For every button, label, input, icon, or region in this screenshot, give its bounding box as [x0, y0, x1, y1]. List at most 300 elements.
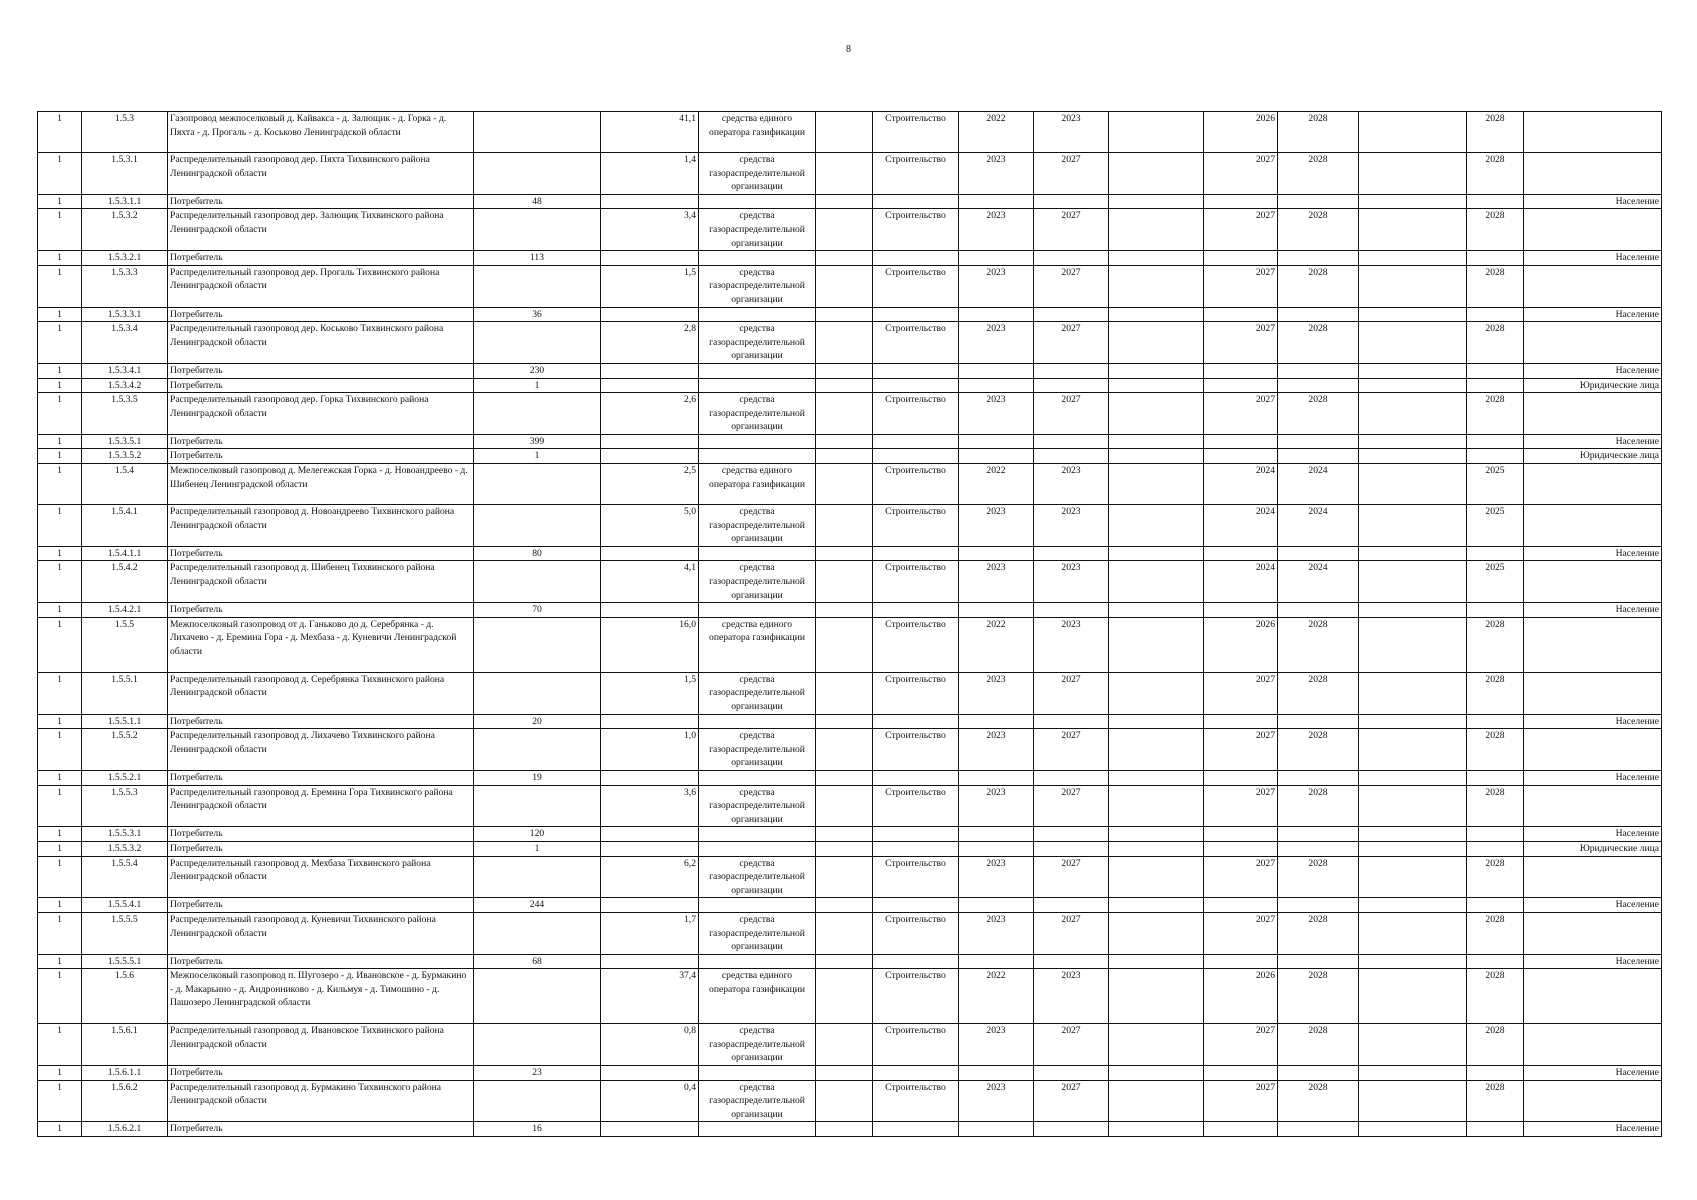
work-type-cell [873, 434, 959, 449]
empty-cell [1109, 363, 1204, 378]
row-index-cell: 1 [38, 1066, 82, 1081]
row-index-cell: 1 [38, 378, 82, 393]
funding-source-cell: средства газораспределительной организации [699, 1080, 816, 1122]
consumer-count-cell: 1 [474, 841, 601, 856]
name-cell: Распределительный газопровод д. Новоандреево Тихвинского района Ленинградской области [168, 505, 474, 547]
start-year-cell [959, 307, 1034, 322]
design-end-year-cell: 2023 [1034, 505, 1109, 547]
empty-cell [816, 112, 873, 153]
category-cell [1524, 561, 1662, 603]
consumer-count-cell: 120 [474, 827, 601, 842]
funding-source-cell [699, 251, 816, 266]
connection-year-cell: 2025 [1467, 561, 1524, 603]
code-cell: 1.5.5.3.2 [82, 841, 168, 856]
design-end-year-cell: 2027 [1034, 729, 1109, 771]
code-cell: 1.5.5 [82, 617, 168, 672]
construction-end-year-cell [1204, 378, 1278, 393]
category-cell [1524, 265, 1662, 307]
work-type-cell [873, 714, 959, 729]
empty-cell [816, 434, 873, 449]
project-row [38, 1024, 1662, 1066]
empty-cell [816, 209, 873, 251]
length-cell [601, 1066, 699, 1081]
category-cell: Население [1524, 898, 1662, 913]
row-index-cell: 1 [38, 1122, 82, 1137]
connection-year-cell: 2028 [1467, 153, 1524, 195]
construction-end-year-cell: 2027 [1204, 856, 1278, 898]
construction-end-year-cell [1204, 841, 1278, 856]
commissioning-year-cell [1278, 194, 1359, 209]
funding-source-cell [699, 449, 816, 464]
work-type-cell: Строительство [873, 617, 959, 672]
category-cell [1524, 505, 1662, 547]
commissioning-year-cell [1278, 546, 1359, 561]
name-cell: Распределительный газопровод дер. Залющик Тихвинского района Ленинградской области [168, 209, 474, 251]
start-year-cell [959, 898, 1034, 913]
connection-year-cell: 2028 [1467, 265, 1524, 307]
construction-end-year-cell: 2024 [1204, 464, 1278, 505]
connection-year-cell [1467, 603, 1524, 618]
design-end-year-cell [1034, 1066, 1109, 1081]
empty-cell [1109, 434, 1204, 449]
length-cell: 0,4 [601, 1080, 699, 1122]
start-year-cell: 2023 [959, 505, 1034, 547]
commissioning-year-cell [1278, 1122, 1359, 1137]
empty-cell [1109, 561, 1204, 603]
empty-cell [1359, 954, 1467, 969]
empty-cell [816, 1080, 873, 1122]
work-type-cell [873, 363, 959, 378]
empty-cell [1359, 434, 1467, 449]
gas-pipeline-table [37, 111, 1662, 1137]
empty-cell [1109, 449, 1204, 464]
work-type-cell [873, 546, 959, 561]
code-cell: 1.5.3.5 [82, 393, 168, 435]
consumer-row [38, 841, 1662, 856]
start-year-cell: 2023 [959, 393, 1034, 435]
project-row [38, 672, 1662, 714]
row-index-cell: 1 [38, 714, 82, 729]
commissioning-year-cell: 2024 [1278, 561, 1359, 603]
category-cell: Население [1524, 603, 1662, 618]
empty-cell [1359, 561, 1467, 603]
length-cell: 3,4 [601, 209, 699, 251]
empty-cell [816, 505, 873, 547]
empty-cell [1109, 153, 1204, 195]
empty-cell [1359, 194, 1467, 209]
construction-end-year-cell: 2024 [1204, 505, 1278, 547]
category-cell: Население [1524, 1122, 1662, 1137]
project-row [38, 729, 1662, 771]
start-year-cell [959, 251, 1034, 266]
design-end-year-cell [1034, 363, 1109, 378]
name-cell: Потребитель [168, 954, 474, 969]
category-cell [1524, 785, 1662, 827]
row-index-cell: 1 [38, 307, 82, 322]
empty-cell [1359, 841, 1467, 856]
commissioning-year-cell [1278, 378, 1359, 393]
empty-cell [816, 969, 873, 1024]
consumer-count-cell: 230 [474, 363, 601, 378]
empty-cell [1359, 322, 1467, 364]
consumer-row [38, 194, 1662, 209]
code-cell: 1.5.6.1 [82, 1024, 168, 1066]
name-cell: Распределительный газопровод д. Лихачево Тихвинского района Ленинградской области [168, 729, 474, 771]
consumer-count-cell [474, 265, 601, 307]
funding-source-cell [699, 546, 816, 561]
name-cell: Потребитель [168, 251, 474, 266]
category-cell [1524, 912, 1662, 954]
category-cell [1524, 729, 1662, 771]
consumer-row [38, 714, 1662, 729]
length-cell: 37,4 [601, 969, 699, 1024]
work-type-cell: Строительство [873, 393, 959, 435]
consumer-count-cell [474, 464, 601, 505]
connection-year-cell: 2028 [1467, 856, 1524, 898]
connection-year-cell [1467, 307, 1524, 322]
consumer-count-cell [474, 561, 601, 603]
empty-cell [1359, 1066, 1467, 1081]
commissioning-year-cell: 2024 [1278, 464, 1359, 505]
consumer-count-cell: 16 [474, 1122, 601, 1137]
project-row [38, 464, 1662, 505]
construction-end-year-cell [1204, 194, 1278, 209]
name-cell: Потребитель [168, 770, 474, 785]
start-year-cell [959, 378, 1034, 393]
consumer-row [38, 770, 1662, 785]
design-end-year-cell: 2027 [1034, 785, 1109, 827]
name-cell: Распределительный газопровод д. Серебрянка Тихвинского района Ленинградской области [168, 672, 474, 714]
name-cell: Потребитель [168, 307, 474, 322]
code-cell: 1.5.4.1 [82, 505, 168, 547]
length-cell: 2,5 [601, 464, 699, 505]
design-end-year-cell [1034, 603, 1109, 618]
length-cell [601, 363, 699, 378]
category-cell: Население [1524, 714, 1662, 729]
start-year-cell [959, 1122, 1034, 1137]
start-year-cell: 2023 [959, 672, 1034, 714]
start-year-cell: 2023 [959, 153, 1034, 195]
empty-cell [1359, 265, 1467, 307]
start-year-cell [959, 603, 1034, 618]
project-row [38, 153, 1662, 195]
name-cell: Потребитель [168, 434, 474, 449]
length-cell [601, 251, 699, 266]
consumer-row [38, 1122, 1662, 1137]
consumer-count-cell [474, 1080, 601, 1122]
empty-cell [816, 307, 873, 322]
design-end-year-cell: 2023 [1034, 464, 1109, 505]
row-index-cell: 1 [38, 856, 82, 898]
design-end-year-cell [1034, 546, 1109, 561]
empty-cell [1109, 827, 1204, 842]
name-cell: Распределительный газопровод д. Еремина Гора Тихвинского района Ленинградской области [168, 785, 474, 827]
empty-cell [816, 729, 873, 771]
construction-end-year-cell [1204, 449, 1278, 464]
funding-source-cell: средства единого оператора газификации [699, 969, 816, 1024]
work-type-cell [873, 307, 959, 322]
empty-cell [1109, 251, 1204, 266]
empty-cell [1359, 363, 1467, 378]
consumer-count-cell [474, 856, 601, 898]
name-cell: Потребитель [168, 827, 474, 842]
work-type-cell: Строительство [873, 1024, 959, 1066]
design-end-year-cell [1034, 307, 1109, 322]
start-year-cell: 2023 [959, 785, 1034, 827]
empty-cell [1359, 505, 1467, 547]
commissioning-year-cell [1278, 714, 1359, 729]
code-cell: 1.5.3.2 [82, 209, 168, 251]
design-end-year-cell: 2023 [1034, 969, 1109, 1024]
code-cell: 1.5.5.3 [82, 785, 168, 827]
funding-source-cell: средства единого оператора газификации [699, 464, 816, 505]
start-year-cell: 2023 [959, 912, 1034, 954]
commissioning-year-cell [1278, 363, 1359, 378]
work-type-cell: Строительство [873, 265, 959, 307]
connection-year-cell [1467, 770, 1524, 785]
length-cell: 4,1 [601, 561, 699, 603]
category-cell: Население [1524, 251, 1662, 266]
work-type-cell: Строительство [873, 561, 959, 603]
category-cell [1524, 393, 1662, 435]
category-cell [1524, 322, 1662, 364]
project-row [38, 856, 1662, 898]
length-cell [601, 1122, 699, 1137]
length-cell [601, 827, 699, 842]
construction-end-year-cell: 2026 [1204, 617, 1278, 672]
funding-source-cell: средства газораспределительной организации [699, 393, 816, 435]
empty-cell [816, 464, 873, 505]
row-index-cell: 1 [38, 505, 82, 547]
start-year-cell [959, 714, 1034, 729]
category-cell [1524, 969, 1662, 1024]
funding-source-cell: средства газораспределительной организации [699, 209, 816, 251]
empty-cell [1359, 672, 1467, 714]
start-year-cell [959, 1066, 1034, 1081]
construction-end-year-cell: 2027 [1204, 153, 1278, 195]
consumer-count-cell [474, 112, 601, 153]
commissioning-year-cell: 2028 [1278, 1024, 1359, 1066]
connection-year-cell [1467, 449, 1524, 464]
category-cell [1524, 1024, 1662, 1066]
funding-source-cell: средства газораспределительной организации [699, 1024, 816, 1066]
empty-cell [816, 672, 873, 714]
empty-cell [1109, 505, 1204, 547]
empty-cell [1109, 785, 1204, 827]
design-end-year-cell [1034, 378, 1109, 393]
page-number: 8 [846, 44, 851, 55]
code-cell: 1.5.4.2.1 [82, 603, 168, 618]
empty-cell [816, 449, 873, 464]
start-year-cell [959, 770, 1034, 785]
construction-end-year-cell [1204, 603, 1278, 618]
consumer-count-cell [474, 617, 601, 672]
category-cell [1524, 464, 1662, 505]
empty-cell [816, 898, 873, 913]
connection-year-cell: 2028 [1467, 393, 1524, 435]
design-end-year-cell: 2027 [1034, 209, 1109, 251]
construction-end-year-cell [1204, 363, 1278, 378]
code-cell: 1.5.5.3.1 [82, 827, 168, 842]
table-body [38, 112, 1662, 1137]
name-cell: Распределительный газопровод д. Ивановское Тихвинского района Ленинградской области [168, 1024, 474, 1066]
empty-cell [1109, 714, 1204, 729]
consumer-count-cell [474, 153, 601, 195]
consumer-count-cell [474, 1024, 601, 1066]
empty-cell [1109, 112, 1204, 153]
code-cell: 1.5.6.2.1 [82, 1122, 168, 1137]
row-index-cell: 1 [38, 912, 82, 954]
start-year-cell [959, 449, 1034, 464]
length-cell [601, 449, 699, 464]
code-cell: 1.5.3.2.1 [82, 251, 168, 266]
category-cell: Население [1524, 307, 1662, 322]
commissioning-year-cell [1278, 449, 1359, 464]
funding-source-cell: средства единого оператора газификации [699, 617, 816, 672]
design-end-year-cell: 2027 [1034, 393, 1109, 435]
commissioning-year-cell: 2028 [1278, 912, 1359, 954]
code-cell: 1.5.3 [82, 112, 168, 153]
category-cell: Население [1524, 827, 1662, 842]
empty-cell [1359, 209, 1467, 251]
commissioning-year-cell: 2028 [1278, 785, 1359, 827]
consumer-row [38, 603, 1662, 618]
construction-end-year-cell: 2026 [1204, 969, 1278, 1024]
construction-end-year-cell [1204, 434, 1278, 449]
empty-cell [1109, 464, 1204, 505]
code-cell: 1.5.6 [82, 969, 168, 1024]
work-type-cell [873, 827, 959, 842]
commissioning-year-cell: 2028 [1278, 617, 1359, 672]
work-type-cell: Строительство [873, 672, 959, 714]
commissioning-year-cell [1278, 954, 1359, 969]
start-year-cell: 2023 [959, 265, 1034, 307]
connection-year-cell [1467, 841, 1524, 856]
name-cell: Распределительный газопровод д. Мехбаза Тихвинского района Ленинградской области [168, 856, 474, 898]
connection-year-cell [1467, 714, 1524, 729]
funding-source-cell [699, 898, 816, 913]
name-cell: Распределительный газопровод дер. Пяхта Тихвинского района Ленинградской области [168, 153, 474, 195]
design-end-year-cell [1034, 898, 1109, 913]
funding-source-cell [699, 841, 816, 856]
consumer-count-cell [474, 912, 601, 954]
name-cell: Потребитель [168, 1122, 474, 1137]
row-index-cell: 1 [38, 434, 82, 449]
design-end-year-cell: 2027 [1034, 322, 1109, 364]
construction-end-year-cell [1204, 827, 1278, 842]
row-index-cell: 1 [38, 153, 82, 195]
design-end-year-cell: 2027 [1034, 912, 1109, 954]
empty-cell [816, 841, 873, 856]
name-cell: Распределительный газопровод д. Шибенец Тихвинского района Ленинградской области [168, 561, 474, 603]
construction-end-year-cell: 2027 [1204, 265, 1278, 307]
name-cell: Межпоселковый газопровод от д. Ганьково до д. Серебрянка - д. Лихачево - д. Еремина Гора - д. Мехбаза - д. Куневичи Ленинградской области [168, 617, 474, 672]
row-index-cell: 1 [38, 770, 82, 785]
consumer-count-cell: 70 [474, 603, 601, 618]
consumer-count-cell: 20 [474, 714, 601, 729]
commissioning-year-cell [1278, 1066, 1359, 1081]
category-cell [1524, 856, 1662, 898]
name-cell: Распределительный газопровод дер. Горка Тихвинского района Ленинградской области [168, 393, 474, 435]
name-cell: Потребитель [168, 714, 474, 729]
start-year-cell: 2023 [959, 561, 1034, 603]
connection-year-cell: 2025 [1467, 505, 1524, 547]
category-cell [1524, 617, 1662, 672]
funding-source-cell: средства газораспределительной организации [699, 153, 816, 195]
code-cell: 1.5.5.4.1 [82, 898, 168, 913]
consumer-count-cell: 36 [474, 307, 601, 322]
start-year-cell [959, 363, 1034, 378]
row-index-cell: 1 [38, 322, 82, 364]
length-cell: 41,1 [601, 112, 699, 153]
name-cell: Межпоселковый газопровод д. Мелегежская Горка - д. Новоандреево - д. Шибенец Ленинградской области [168, 464, 474, 505]
commissioning-year-cell: 2028 [1278, 969, 1359, 1024]
consumer-row [38, 363, 1662, 378]
commissioning-year-cell [1278, 251, 1359, 266]
funding-source-cell [699, 307, 816, 322]
connection-year-cell [1467, 194, 1524, 209]
empty-cell [816, 770, 873, 785]
empty-cell [816, 603, 873, 618]
start-year-cell: 2023 [959, 322, 1034, 364]
start-year-cell [959, 841, 1034, 856]
work-type-cell [873, 449, 959, 464]
construction-end-year-cell [1204, 714, 1278, 729]
start-year-cell: 2023 [959, 209, 1034, 251]
commissioning-year-cell: 2028 [1278, 393, 1359, 435]
name-cell: Распределительный газопровод д. Бурмакино Тихвинского района Ленинградской области [168, 1080, 474, 1122]
project-row [38, 617, 1662, 672]
name-cell: Межпоселковый газопровод п. Шугозеро - д. Ивановское - д. Бурмакино - д. Макарьино - д. Андронниково - д. Кильмуя - д. Тимошино - д. Пашозеро Ленинградской области [168, 969, 474, 1024]
row-index-cell: 1 [38, 785, 82, 827]
row-index-cell: 1 [38, 449, 82, 464]
consumer-row [38, 251, 1662, 266]
commissioning-year-cell [1278, 841, 1359, 856]
empty-cell [1109, 672, 1204, 714]
empty-cell [1359, 1080, 1467, 1122]
empty-cell [1359, 785, 1467, 827]
category-cell: Население [1524, 770, 1662, 785]
name-cell: Потребитель [168, 449, 474, 464]
consumer-count-cell: 68 [474, 954, 601, 969]
commissioning-year-cell [1278, 434, 1359, 449]
funding-source-cell: средства газораспределительной организации [699, 561, 816, 603]
project-row [38, 265, 1662, 307]
empty-cell [1359, 546, 1467, 561]
name-cell: Распределительный газопровод д. Куневичи Тихвинского района Ленинградской области [168, 912, 474, 954]
commissioning-year-cell: 2028 [1278, 322, 1359, 364]
empty-cell [1359, 827, 1467, 842]
empty-cell [1109, 1080, 1204, 1122]
start-year-cell: 2023 [959, 856, 1034, 898]
work-type-cell: Строительство [873, 729, 959, 771]
length-cell: 5,0 [601, 505, 699, 547]
consumer-count-cell: 80 [474, 546, 601, 561]
design-end-year-cell [1034, 827, 1109, 842]
row-index-cell: 1 [38, 561, 82, 603]
code-cell: 1.5.3.4.1 [82, 363, 168, 378]
category-cell [1524, 112, 1662, 153]
construction-end-year-cell: 2027 [1204, 672, 1278, 714]
code-cell: 1.5.6.2 [82, 1080, 168, 1122]
consumer-count-cell [474, 505, 601, 547]
funding-source-cell: средства газораспределительной организации [699, 672, 816, 714]
connection-year-cell [1467, 378, 1524, 393]
connection-year-cell [1467, 954, 1524, 969]
funding-source-cell: средства газораспределительной организации [699, 785, 816, 827]
work-type-cell: Строительство [873, 153, 959, 195]
design-end-year-cell [1034, 841, 1109, 856]
